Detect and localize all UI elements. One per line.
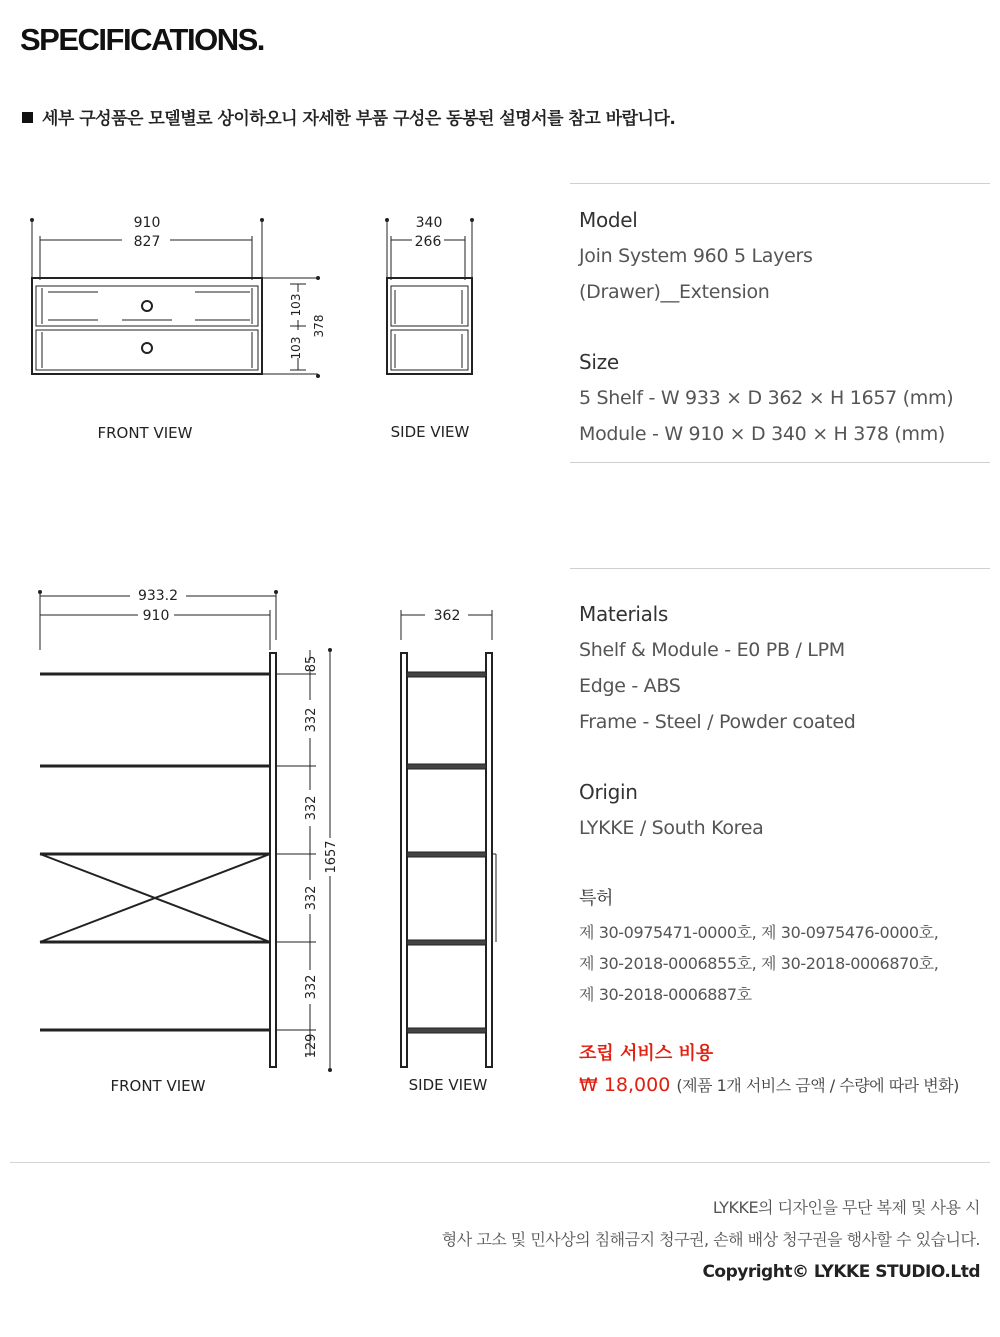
divider: [570, 568, 990, 569]
materials-line-2: Edge - ABS: [579, 675, 681, 697]
dim-gap-3: 332: [304, 885, 319, 911]
patent-line-1: 제 30-0975471-0000호, 제 30-0975476-0000호,: [579, 923, 939, 942]
materials-heading: Materials: [579, 602, 668, 626]
footer-line-2: 형사 고소 및 민사상의 침해금지 청구권, 손해 배상 청구권을 행사할 수 있습니다.: [441, 1230, 980, 1249]
notice: [22, 104, 675, 129]
dim-drawer-top: 103: [289, 293, 303, 317]
model-line-2: (Drawer)__Extension: [579, 281, 770, 303]
divider: [570, 183, 990, 184]
materials-line-3: Frame - Steel / Powder coated: [579, 711, 856, 733]
dim-shelf-inner-width: 910: [142, 608, 170, 624]
shelf-front-view-label: FRONT VIEW: [110, 1077, 206, 1095]
dim-module-inner-depth: 266: [414, 234, 442, 250]
module-drawing: [0, 180, 560, 460]
dim-shelf-depth: 362: [433, 608, 461, 624]
origin-line-1: LYKKE / South Korea: [579, 817, 764, 839]
footer: [442, 1192, 980, 1288]
dim-gap-1: 332: [304, 707, 319, 733]
origin-heading: Origin: [579, 780, 638, 804]
page-title: SPECIFICATIONS.: [20, 22, 264, 57]
shelf-drawing: [0, 580, 560, 1100]
module-side-view-label: SIDE VIEW: [390, 423, 470, 441]
patent-line-2: 제 30-2018-0006855호, 제 30-2018-0006870호,: [579, 954, 939, 973]
spec-origin: [579, 774, 764, 846]
dim-bottom-gap: 129: [304, 1033, 319, 1059]
copyright: Copyright© LYKKE STUDIO.Ltd: [702, 1262, 980, 1282]
patent-heading: 특허: [579, 888, 613, 909]
notice-text: 세부 구성품은 모델별로 상이하오니 자세한 부품 구성은 동봉된 설명서를 참고 바랍니다.: [42, 109, 676, 129]
model-line-1: Join System 960 5 Layers: [579, 245, 813, 267]
dim-gap-2: 332: [304, 795, 319, 821]
spec-model: [579, 202, 813, 310]
dim-module-depth: 340: [415, 215, 443, 231]
assembly-note: (제품 1개 서비스 금액 / 수량에 따라 변화): [676, 1076, 959, 1095]
footer-line-1: LYKKE의 디자인을 무단 복제 및 사용 시: [712, 1198, 980, 1217]
dim-drawer-bottom: 103: [289, 336, 303, 360]
size-line-2: Module - W 910 × D 340 × H 378 (mm): [579, 423, 946, 445]
dim-top-gap: 85: [304, 655, 319, 673]
dim-module-width: 910: [133, 215, 161, 231]
patent-line-3: 제 30-2018-0006887호: [579, 985, 752, 1004]
dim-module-inner-width: 827: [133, 234, 161, 250]
assembly-heading: 조립 서비스 비용: [579, 1043, 714, 1064]
shelf-side-view-label: SIDE VIEW: [408, 1076, 488, 1094]
module-front-view-label: FRONT VIEW: [97, 424, 193, 442]
size-line-1: 5 Shelf - W 933 × D 362 × H 1657 (mm): [579, 387, 954, 409]
spec-patent: [579, 884, 938, 1010]
size-heading: Size: [579, 350, 619, 374]
dim-total-height: 1657: [324, 840, 339, 874]
spec-size: [579, 344, 953, 452]
footer-divider: [10, 1162, 990, 1163]
dim-module-height: 378: [312, 314, 326, 338]
divider: [570, 462, 990, 463]
assembly-price: ₩ 18,000: [579, 1074, 671, 1096]
materials-line-1: Shelf & Module - E0 PB / LPM: [579, 639, 845, 661]
assembly-service: [579, 1040, 959, 1103]
square-bullet-icon: [22, 112, 33, 123]
model-heading: Model: [579, 208, 638, 232]
dim-gap-4: 332: [304, 974, 319, 1000]
spec-materials: [579, 596, 856, 740]
dim-shelf-overall-width: 933.2: [137, 588, 179, 604]
